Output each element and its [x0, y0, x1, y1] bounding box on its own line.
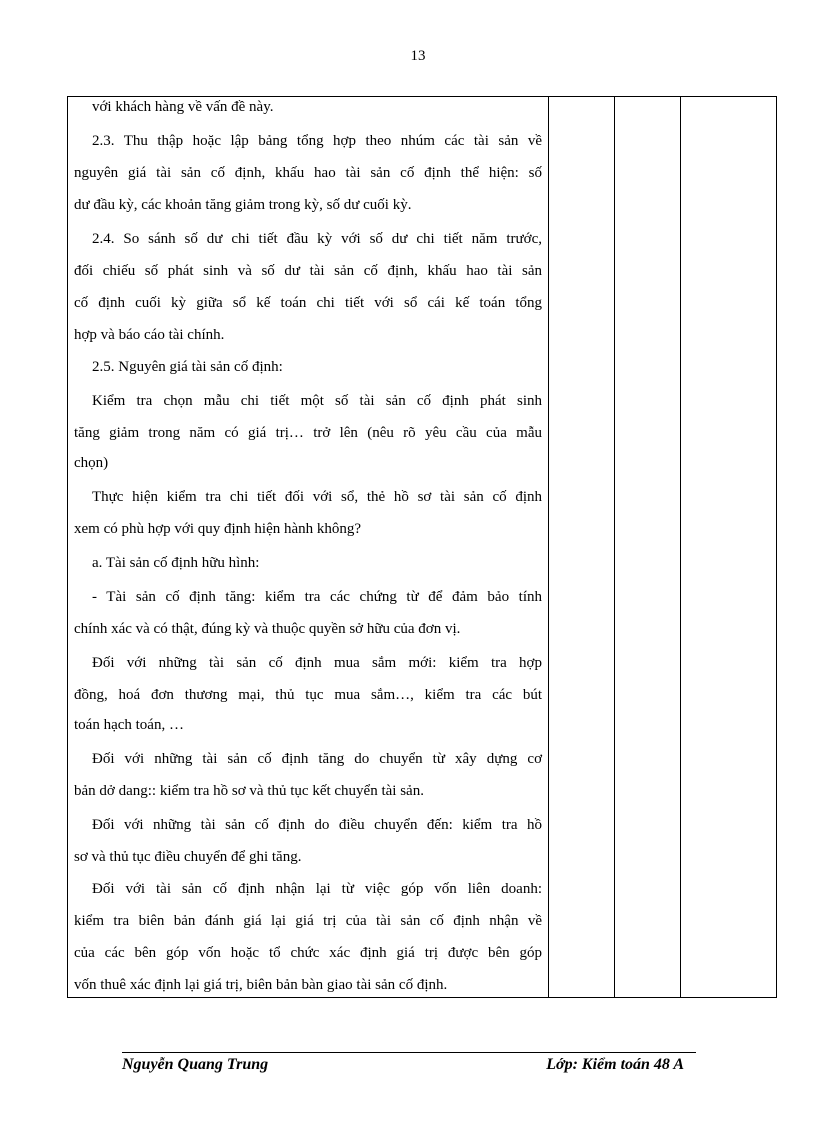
- text-line: 2.5. Nguyên giá tài sản cố định:: [92, 359, 283, 375]
- text-line: Thực hiện kiểm tra chi tiết đối với sổ, thẻ hồ sơ tài sản cố định: [92, 489, 542, 505]
- text-line: tăng giảm trong năm có giá trị… trở lên (nêu rõ yêu cầu của mẫu: [74, 425, 542, 441]
- footer-divider: [122, 1052, 696, 1053]
- text-line: Đối với những tài sản cố định tăng do chuyển từ xây dựng cơ: [92, 751, 542, 767]
- text-line: - Tài sản cố định tăng: kiểm tra các chứng từ để đảm bảo tính: [92, 589, 542, 605]
- text-line: với khách hàng về vấn đề này.: [92, 99, 274, 115]
- page-number: 13: [410, 48, 426, 64]
- footer-class: Lớp: Kiểm toán 48 A: [546, 1056, 684, 1073]
- text-line: bản dở dang:: kiểm tra hồ sơ và thủ tục kết chuyển tài sản.: [74, 783, 424, 799]
- text-line: a. Tài sản cố định hữu hình:: [92, 555, 260, 571]
- text-line: đối chiếu số phát sinh và số dư tài sản cố định, khấu hao tài sản: [74, 263, 542, 279]
- column-divider: [548, 97, 549, 997]
- text-line: dư đầu kỳ, các khoản tăng giảm trong kỳ, số dư cuối kỳ.: [74, 197, 412, 213]
- text-line: đồng, hoá đơn thương mại, thủ tục mua sắm…, kiểm tra các bút: [74, 687, 542, 703]
- text-line: 2.4. So sánh số dư chi tiết đầu kỳ với số dư chi tiết năm trước,: [92, 231, 542, 247]
- text-line: cố định cuối kỳ giữa sổ kế toán chi tiết với sổ cái kế toán tổng: [74, 295, 542, 311]
- text-line: toán hạch toán, …: [74, 717, 184, 733]
- text-line: Đối với những tài sản cố định mua sắm mới: kiểm tra hợp: [92, 655, 542, 671]
- text-line: của các bên góp vốn hoặc tổ chức xác định giá trị được bên góp: [74, 945, 542, 961]
- text-line: Đối với những tài sản cố định do điều chuyển đến: kiểm tra hồ: [92, 817, 542, 833]
- text-line: nguyên giá tài sản cố định, khấu hao tài sản cố định thể hiện: số: [74, 165, 542, 181]
- text-line: xem có phù hợp với quy định hiện hành không?: [74, 521, 362, 537]
- text-line: chính xác và có thật, đúng kỳ và thuộc quyền sở hữu của đơn vị.: [74, 621, 461, 637]
- text-line: Kiểm tra chọn mẫu chi tiết một số tài sản cố định phát sinh: [92, 393, 542, 409]
- text-line: chọn): [74, 455, 109, 471]
- text-line: sơ và thủ tục điều chuyển để ghi tăng.: [74, 849, 302, 865]
- text-line: Đối với tài sản cố định nhận lại từ việc góp vốn liên doanh:: [92, 881, 542, 897]
- text-line: 2.3. Thu thập hoặc lập bảng tổng hợp theo nhúm các tài sản về: [92, 133, 542, 149]
- audit-procedure-table: [67, 96, 777, 998]
- text-line: kiểm tra biên bản đánh giá lại giá trị của tài sản cố định nhận về: [74, 913, 542, 929]
- text-line: hợp và báo cáo tài chính.: [74, 327, 225, 343]
- column-divider: [680, 97, 681, 997]
- column-divider: [614, 97, 615, 997]
- text-line: vốn thuê xác định lại giá trị, biên bản bàn giao tài sản cố định.: [74, 977, 448, 993]
- footer-author: Nguyễn Quang Trung: [122, 1056, 269, 1073]
